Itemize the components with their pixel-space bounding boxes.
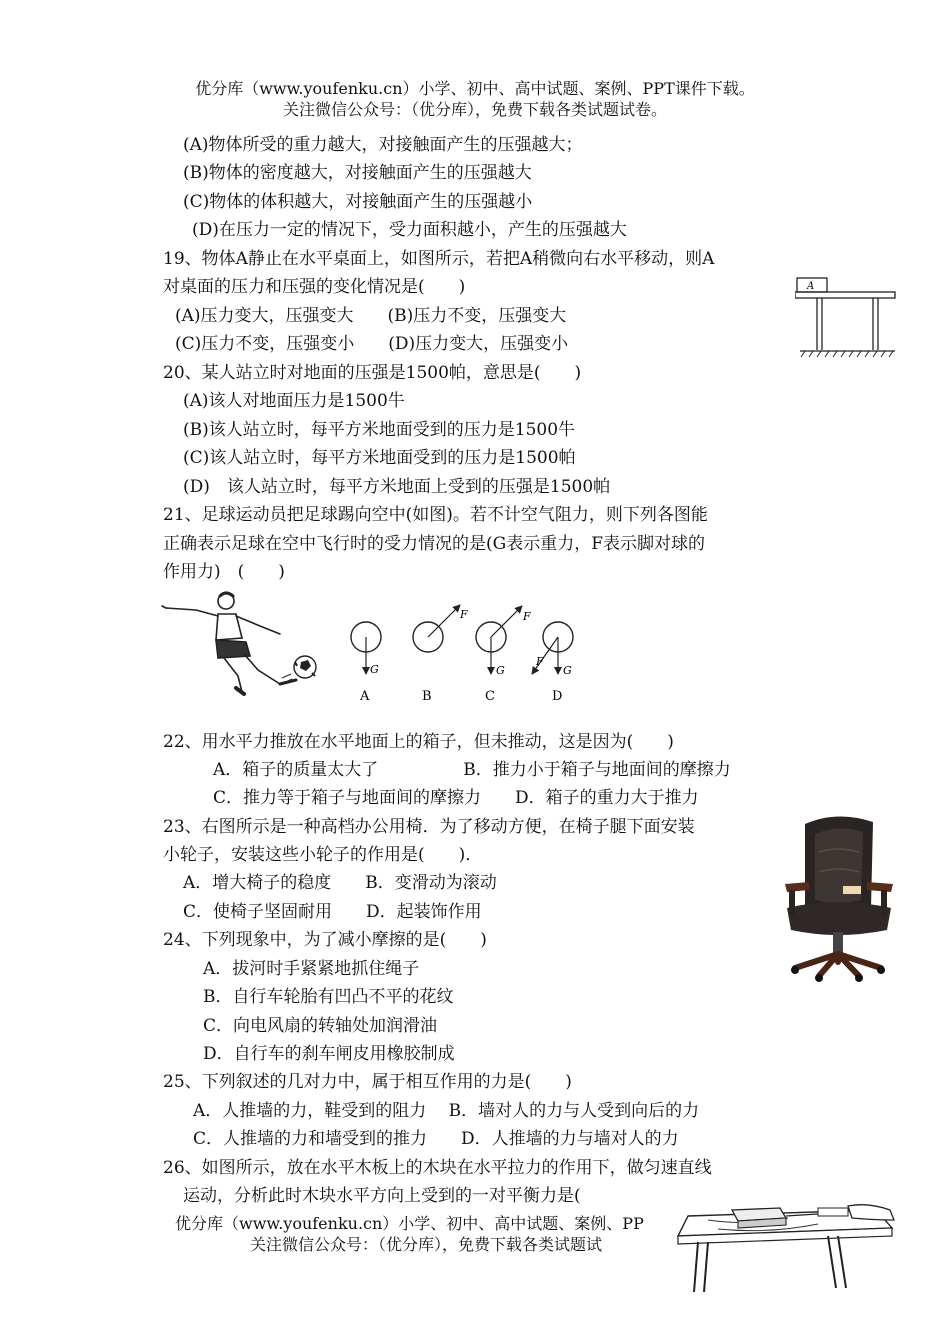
force-diagram-c — [476, 606, 531, 704]
q22-options-cd: C．推力等于箱子与地面间的摩擦力 D．箱子的重力大于推力 — [213, 788, 699, 808]
q24-option-d: D．自行车的刹车闸皮用橡胶制成 — [203, 1044, 455, 1064]
q24-option-b: B．自行车轮胎有凹凸不平的花纹 — [203, 987, 454, 1007]
football-figure — [160, 588, 590, 710]
force-label-f-b: F — [460, 608, 468, 621]
force-label-f-d: F — [536, 655, 544, 668]
diagram-label-d: D — [552, 689, 563, 704]
q24-option-c: C．向电风扇的转轴处加润滑油 — [203, 1016, 438, 1036]
q26-stem-1: 26、如图所示，放在水平木板上的木块在水平拉力的作用下，做匀速直线 — [163, 1158, 712, 1178]
header-line-1: 优分库（www.youfenku.cn）小学、初中、高中试题、案例、PPT课件下载。 — [195, 79, 755, 98]
q21-stem-3: 作用力) ( ) — [163, 562, 285, 582]
q19-stem-1: 19、物体A静止在水平桌面上，如图所示，若把A稍微向右水平移动，则A — [163, 249, 715, 269]
q21-stem-2: 正确表示足球在空中飞行时的受力情况的是(G表示重力，F表示脚对球的 — [163, 534, 706, 554]
force-label-g-d: G — [563, 664, 572, 677]
football-player-drawing — [162, 593, 296, 694]
q23-stem-1: 23、右图所示是一种高档办公用椅．为了移动方便，在椅子腿下面安装 — [163, 817, 695, 837]
q26-stem-2: 运动，分析此时木块水平方向上受到的一对平衡力是( — [183, 1186, 581, 1206]
q22-stem: 22、用水平力推放在水平地面上的箱子，但未推动，这是因为( ) — [163, 732, 674, 752]
q25-options-cd: C．人推墙的力和墙受到的推力 D．人推墙的力与墙对人的力 — [193, 1129, 679, 1149]
q20-option-c: (C)该人站立时，每平方米地面受到的压力是1500帕 — [183, 448, 576, 468]
force-diagram-b — [413, 605, 468, 704]
force-label-g-a: G — [370, 663, 379, 676]
board-block-figure — [668, 1196, 898, 1296]
q20-option-d: (D) 该人站立时，每平方米地面上受到的压强是1500帕 — [183, 477, 611, 497]
diagram-label-a: A — [360, 689, 370, 704]
block-label: A — [807, 281, 815, 292]
q24-stem: 24、下列现象中，为了减小摩擦的是( ) — [163, 930, 487, 950]
q18-option-b: (B)物体的密度越大，对接触面产生的压强越大 — [183, 163, 532, 183]
q22-options-ab: A．箱子的质量太大了 B．推力小于箱子与地面间的摩擦力 — [213, 760, 731, 780]
football-drawing — [282, 656, 316, 683]
office-chair-picture — [775, 812, 900, 982]
q25-options-ab: A．人推墙的力，鞋受到的阻力 B．墙对人的力与人受到向后的力 — [193, 1101, 700, 1121]
q21-stem-1: 21、足球运动员把足球踢向空中(如图)。若不计空气阻力，则下列各图能 — [163, 505, 708, 525]
q20-option-a: (A)该人对地面压力是1500牛 — [183, 391, 405, 411]
q23-options-cd: C．使椅子坚固耐用 D．起装饰作用 — [183, 902, 482, 922]
q25-stem: 25、下列叙述的几对力中，属于相互作用的力是( ) — [163, 1072, 572, 1092]
table-figure — [795, 272, 905, 362]
force-label-f-c: F — [523, 610, 531, 623]
header-line-2: 关注微信公众号：（优分库），免费下载各类试题试卷。 — [282, 100, 667, 119]
q19-options-cd: (C)压力不变，压强变小 (D)压力变大，压强变小 — [175, 334, 569, 354]
force-diagram-d — [532, 622, 573, 704]
q18-option-c: (C)物体的体积越大，对接触面产生的压强越小 — [183, 192, 533, 212]
q24-option-a: A．拔河时手紧紧地抓住绳子 — [203, 959, 420, 979]
q19-options-ab: (A)压力变大，压强变大 (B)压力不变，压强变大 — [175, 306, 567, 326]
q20-option-b: (B)该人站立时，每平方米地面受到的压力是1500牛 — [183, 420, 576, 440]
force-label-g-c: G — [496, 664, 505, 677]
q18-option-a: (A)物体所受的重力越大，对接触面产生的压强越大； — [183, 135, 583, 155]
footer-line-1: 优分库（www.youfenku.cn）小学、初中、高中试题、案例、PP — [175, 1214, 644, 1233]
q18-option-d: (D)在压力一定的情况下，受力面积越小，产生的压强越大 — [192, 220, 627, 240]
diagram-label-b: B — [422, 689, 432, 704]
q23-stem-2: 小轮子，安装这些小轮子的作用是( )． — [163, 845, 483, 865]
diagram-label-c: C — [485, 689, 495, 704]
q20-stem: 20、某人站立时对地面的压强是1500帕，意思是( ) — [163, 363, 582, 383]
q23-options-ab: A．增大椅子的稳度 B．变滑动为滚动 — [183, 873, 497, 893]
force-diagram-a — [351, 622, 381, 704]
q19-stem-2: 对桌面的压力和压强的变化情况是( ) — [163, 277, 466, 297]
footer-line-2: 关注微信公众号：（优分库），免费下载各类试题试 — [250, 1235, 603, 1254]
